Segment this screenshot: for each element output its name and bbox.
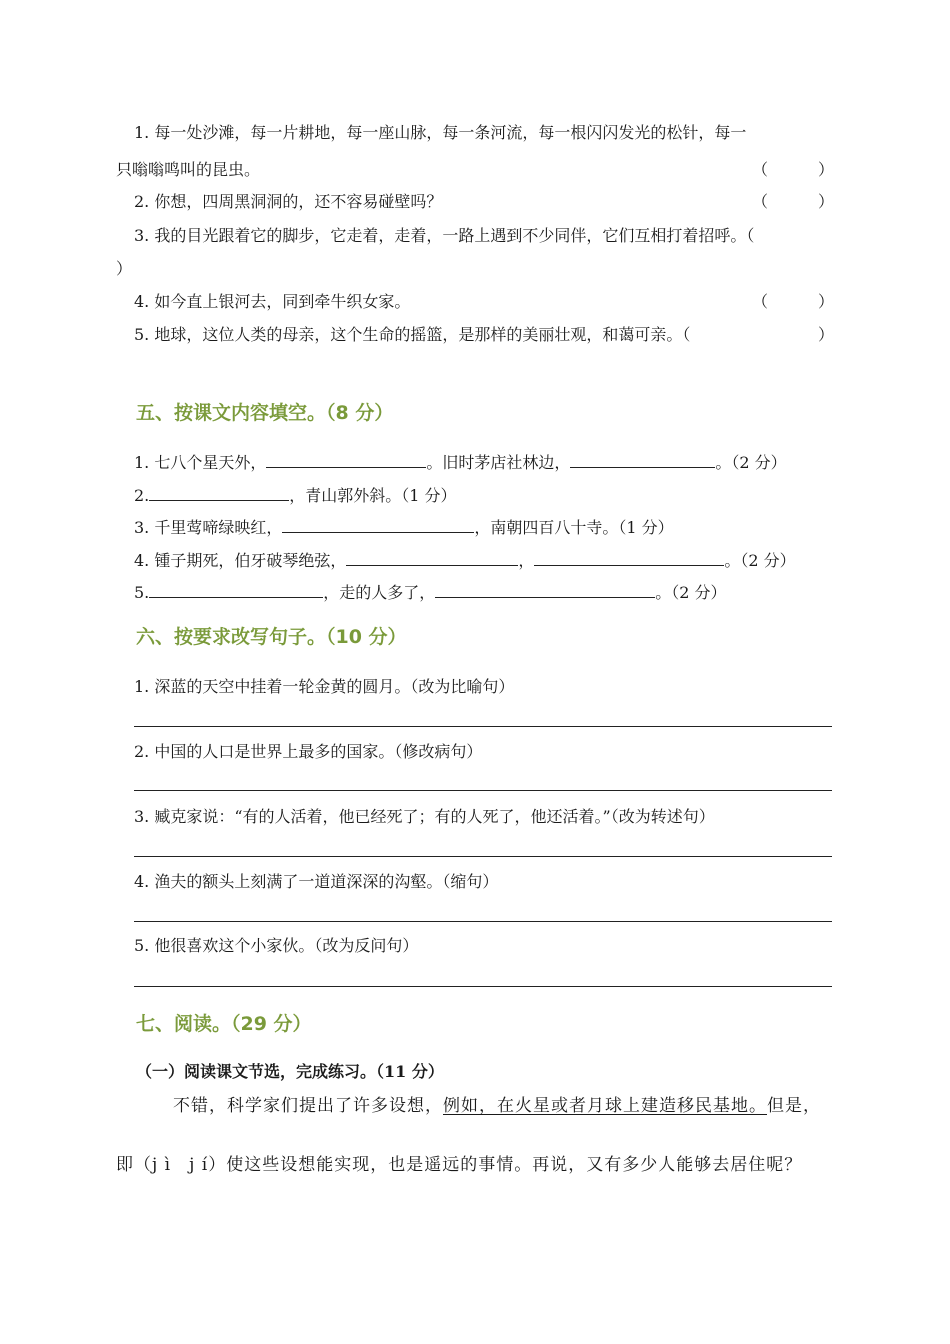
s6-item-3: 3. 臧克家说：“有的人活着，他已经死了；有的人死了，他还活着。”（改为转述句）: [134, 807, 715, 826]
s5-item-5-a: 5.: [134, 583, 150, 602]
s4-item-2: 2. 你想，四周黑洞洞的，还不容易碰壁吗？: [134, 192, 443, 211]
s5-item-4: [134, 549, 796, 572]
s4-item-4-paren-open: （: [752, 292, 769, 311]
s5-item-2-b: ，青山郭外斜。（1 分）: [289, 486, 457, 505]
s4-item-4: 4. 如今直上银河去，同到牵牛织女家。: [134, 292, 411, 311]
s6-item-1: 1. 深蓝的天空中挂着一轮金黄的圆月。（改为比喻句）: [134, 677, 515, 696]
s4-item-1-line2: 只嗡嗡鸣叫的昆虫。: [116, 160, 261, 179]
s5-item-4-blank-2[interactable]: [534, 549, 724, 566]
s6-item-5: 5. 他很喜欢这个小家伙。（改为反问句）: [134, 936, 419, 955]
reading-underlined-sentence: 例如，在火星或者月球上建造移民基地。: [443, 1096, 767, 1116]
s4-item-2-paren-close: ）: [818, 192, 835, 211]
s5-item-1-a: 1. 七八个星天外，: [134, 453, 267, 472]
s4-item-3-line2: ）: [116, 259, 133, 278]
s6-item-4: 4. 渔夫的额头上刻满了一道道深深的沟壑。（缩句）: [134, 872, 499, 891]
s5-item-5-b: ，走的人多了，: [323, 583, 436, 602]
s5-item-2-a: 2.: [134, 486, 150, 505]
s5-item-1-c: 。（2 分）: [715, 453, 787, 472]
reading-paragraph-line1: [173, 1094, 821, 1118]
s5-item-4-blank-1[interactable]: [346, 549, 518, 566]
s5-item-5-blank-2[interactable]: [435, 581, 655, 598]
s4-item-2-paren-open: （: [752, 192, 769, 211]
s5-item-4-b: ，: [518, 551, 535, 570]
s4-item-5-paren-close: ）: [818, 325, 835, 344]
s4-item-1-paren-open: （: [752, 160, 769, 179]
section5-title: 五、按课文内容填空。（8 分）: [136, 402, 394, 424]
s5-item-5-blank-1[interactable]: [149, 581, 323, 598]
s5-item-1: [134, 451, 787, 474]
s5-item-4-c: 。（2 分）: [724, 551, 796, 570]
s6-item-2: 2. 中国的人口是世界上最多的国家。（修改病句）: [134, 742, 483, 761]
s5-item-2: [134, 484, 457, 507]
s5-item-3-blank-1[interactable]: [282, 516, 474, 533]
section6-title: 六、按要求改写句子。（10 分）: [136, 626, 407, 648]
s5-item-3-b: ，南朝四百八十寺。（1 分）: [474, 518, 674, 537]
s5-item-4-a: 4. 锺子期死，伯牙破琴绝弦，: [134, 551, 347, 570]
s4-item-1-line1: 1. 每一处沙滩，每一片耕地，每一座山脉，每一条河流，每一根闪闪发光的松针，每一: [134, 123, 747, 142]
s5-item-1-b: 。旧时茅店社林边，: [426, 453, 571, 472]
reading-paragraph-line2: 即（j ì j í）使这些设想能实现，也是遥远的事情。再说，又有多少人能够去居住呢？: [116, 1155, 803, 1175]
s6-item-4-answer-line[interactable]: [134, 921, 832, 922]
section7-subtitle: （一）阅读课文节选，完成练习。（11 分）: [136, 1062, 444, 1081]
s6-item-2-answer-line[interactable]: [134, 790, 832, 791]
s4-item-4-paren-close: ）: [818, 292, 835, 311]
s6-item-3-answer-line[interactable]: [134, 856, 832, 857]
s5-item-5: [134, 581, 727, 604]
s5-item-3: [134, 516, 674, 539]
s5-item-3-a: 3. 千里莺啼绿映红，: [134, 518, 283, 537]
s6-item-1-answer-line[interactable]: [134, 726, 832, 727]
section7-title: 七、阅读。（29 分）: [136, 1013, 312, 1035]
s4-item-3-line1: 3. 我的目光跟着它的脚步，它走着，走着，一路上遇到不少同伴，它们互相打着招呼。（: [134, 226, 755, 245]
s6-item-5-answer-line[interactable]: [134, 986, 832, 987]
reading-text-1: 不错，科学家们提出了许多设想，: [173, 1096, 443, 1116]
s5-item-1-blank-2[interactable]: [570, 451, 715, 468]
s5-item-2-blank-1[interactable]: [149, 484, 289, 501]
s5-item-1-blank-1[interactable]: [266, 451, 426, 468]
s4-item-1-paren-close: ）: [818, 160, 835, 179]
reading-text-2: 但是，: [767, 1096, 821, 1116]
s4-item-5: 5. 地球，这位人类的母亲，这个生命的摇篮，是那样的美丽壮观，和蔼可亲。（: [134, 325, 691, 344]
s5-item-5-c: 。（2 分）: [655, 583, 727, 602]
